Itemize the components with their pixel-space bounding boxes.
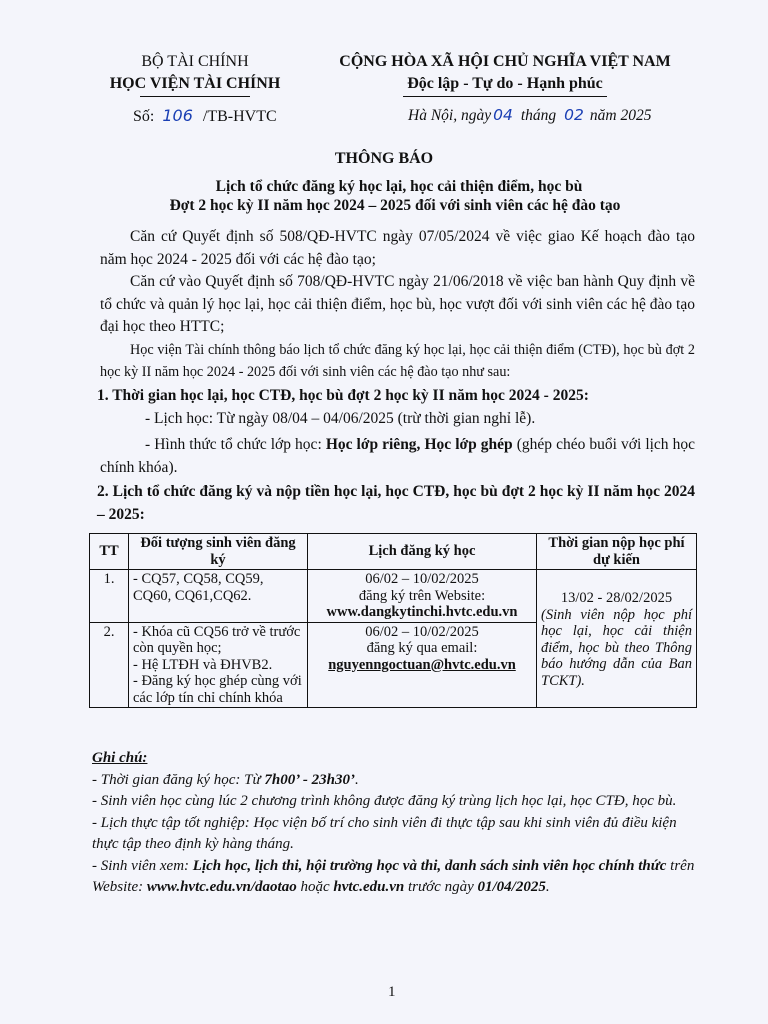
table-header-row: [90, 534, 697, 570]
registration-email-link[interactable]: nguyenngoctuan@hvtc.edu.vn: [328, 656, 516, 673]
registration-website-link[interactable]: www.dangkytinchi.hvtc.edu.vn: [326, 604, 518, 620]
section1-heading: 1. Thời gian học lại, học CTĐ, học bù đợt 2 học kỳ II năm học 2024 - 2025:: [97, 387, 589, 404]
table-row: [90, 570, 697, 623]
row2-registration: 06/02 – 10/02/2025 đăng ký qua email: nguyenngoctuan@hvtc.edu.vn: [308, 622, 537, 708]
country-name: CỘNG HÒA XÃ HỘI CHỦ NGHĨA VIỆT NAM: [339, 53, 671, 70]
paragraph-basis-1: Căn cứ Quyết định số 508/QĐ-HVTC ngày 07/05/2024 về việc giao Kế hoạch đào tạo năm học 2024 - 2025 đối với các hệ đào tạo;: [100, 228, 695, 268]
note-dual-program: - Sinh viên học cùng lúc 2 chương trình không được đăng ký trùng lịch học lại, học CTĐ, học bù.: [92, 793, 677, 809]
document-number: Số: 106 /TB-HVTC: [133, 106, 277, 125]
note-website-info: - Sinh viên xem: Lịch học, lịch thi, hội trường học và thi, danh sách sinh viên học chính thức trên Website: www.hvtc.edu.vn/daotao hoặc hvtc.edu.vn trước ngày 01/04/2025.: [92, 857, 695, 895]
document-subtitle-line1: Lịch tổ chức đăng ký học lại, học cải thiện điểm, học bù: [215, 178, 583, 195]
notes-heading: Ghi chú:: [92, 750, 148, 766]
institution-name: HỌC VIỆN TÀI CHÍNH: [109, 75, 281, 92]
document-title: THÔNG BÁO: [334, 150, 434, 167]
motto-underline: [403, 96, 607, 97]
section1-schedule: - Lịch học: Từ ngày 08/04 – 04/06/2025 (trừ thời gian nghỉ lễ).: [145, 410, 536, 427]
institution-underline: [140, 96, 250, 97]
handwritten-number: 106: [162, 106, 193, 125]
note-internship: - Lịch thực tập tốt nghiệp: Học viện bố trí cho sinh viên đi thực tập sau khi sinh viên đủ điều kiện thực tập theo định kỳ hàng tháng.: [92, 814, 677, 852]
row1-registration: 06/02 – 10/02/2025 đăng ký trên Website: www.dangkytinchi.hvtc.edu.vn: [308, 570, 537, 623]
document-subtitle-line2: Đợt 2 học kỳ II năm học 2024 – 2025 đối với sinh viên các hệ đào tạo: [169, 197, 621, 214]
row1-subjects: - CQ57, CQ58, CQ59, CQ60, CQ61,CQ62.: [129, 570, 308, 623]
paragraph-announcement: Học viện Tài chính thông báo lịch tổ chức đăng ký học lại, học cải thiện điểm (CTĐ), học bù đợt 2 học kỳ II năm học 2024 - 2025 đối với sinh viên các hệ đào tạo như sau:: [100, 341, 695, 380]
section2-heading: 2. Lịch tổ chức đăng ký và nộp tiền học lại, học CTĐ, học bù đợt 2 học kỳ II năm học 2024 – 2025:: [97, 483, 695, 523]
note-registration-time: - Thời gian đăng ký học: Từ 7h00’ - 23h30’.: [92, 771, 359, 788]
intro-paragraphs: [100, 226, 695, 384]
row1-tt: 1.: [90, 570, 129, 623]
header-subjects: Đối tượng sinh viên đăng ký: [129, 534, 308, 570]
page-number: 1: [388, 984, 396, 1000]
payment-date: 13/02 - 28/02/2025: [560, 590, 673, 606]
website-link-daotao[interactable]: www.hvtc.edu.vn/daotao: [146, 879, 297, 895]
website-link-main[interactable]: hvtc.edu.vn: [333, 879, 405, 895]
notes-section: [92, 748, 702, 899]
payment-cell: [537, 570, 697, 708]
paragraph-basis-2: Căn cứ vào Quyết định số 708/QĐ-HVTC ngày 21/06/2018 về việc ban hành Quy định về tổ chức và quản lý học lại, học cải thiện điểm, học bù, học vượt đối với sinh viên các hệ đào tạo đại học theo HTTC;: [100, 273, 695, 335]
header-registration: Lịch đăng ký học: [308, 534, 537, 570]
registration-table: [89, 533, 697, 708]
issue-date: Hà Nội, ngày 04 tháng 02 năm 2025: [408, 106, 652, 124]
payment-note: (Sinh viên nộp học phí học lại, học cải thiện điểm, học bù theo Thông báo hướng dẫn của Ban TCKT).: [541, 606, 692, 689]
ministry-name: BỘ TÀI CHÍNH: [141, 53, 249, 70]
national-motto: Độc lập - Tự do - Hạnh phúc: [407, 75, 603, 92]
section1-format: - Hình thức tổ chức lớp học: Học lớp riêng, Học lớp ghép (ghép chéo buổi với lịch học chính khóa).: [100, 436, 695, 476]
header-payment: Thời gian nộp học phí dự kiến: [537, 534, 697, 570]
header-tt: TT: [90, 534, 129, 570]
row2-subjects: - Khóa cũ CQ56 trở về trước còn quyền học; - Hệ LTĐH và ĐHVB2. - Đăng ký học ghép cùng với các lớp tín chỉ chính khóa: [129, 622, 308, 708]
row2-tt: 2.: [90, 622, 129, 708]
